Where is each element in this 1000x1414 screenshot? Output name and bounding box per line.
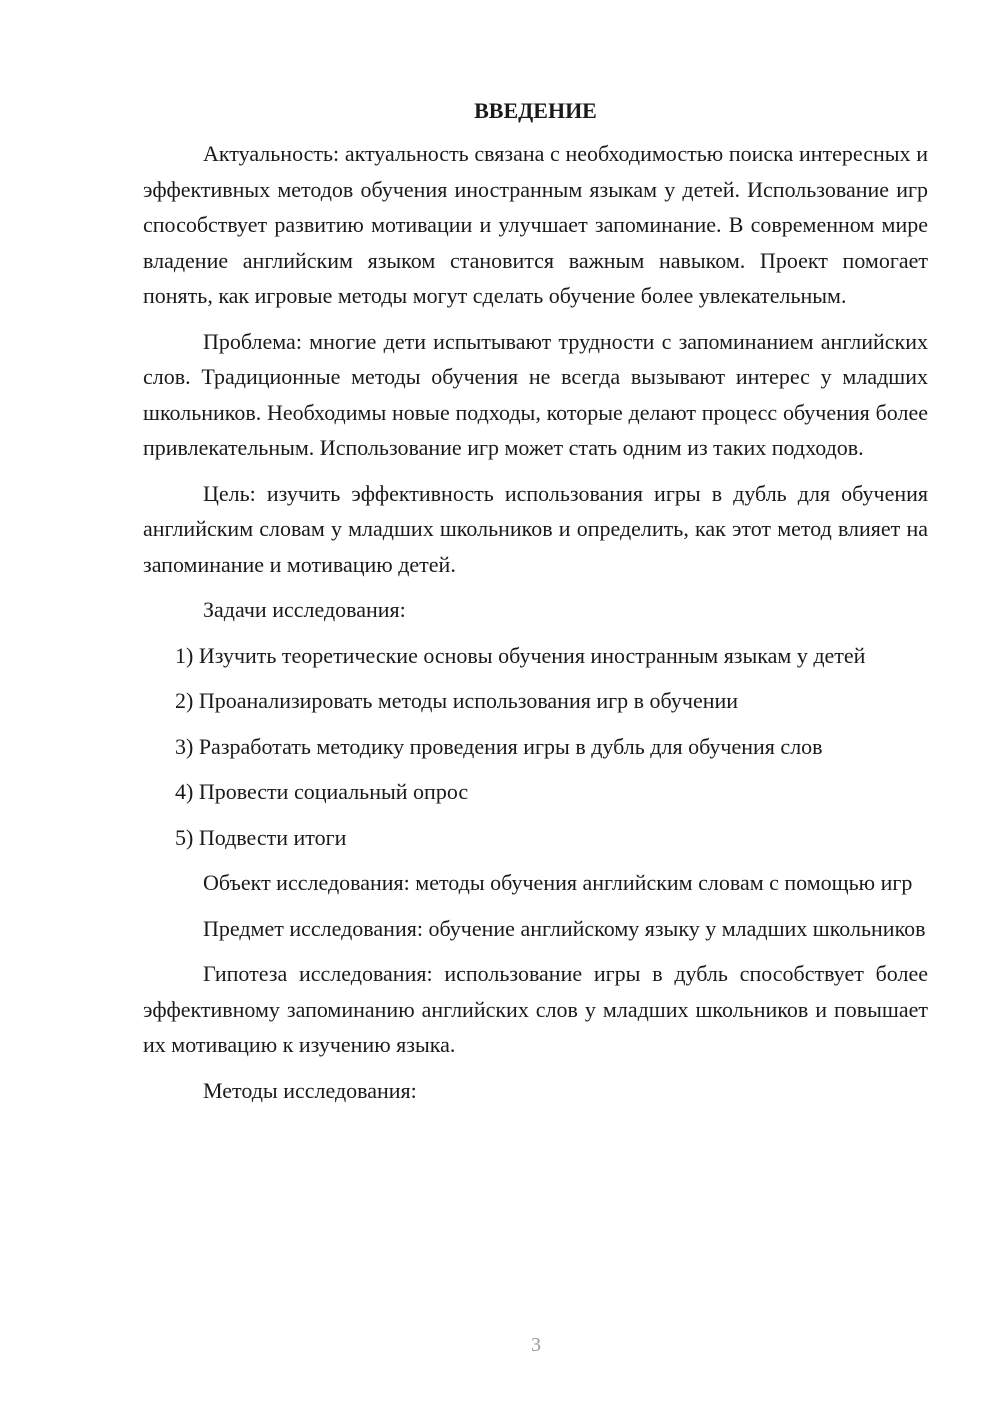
problem-paragraph: Проблема: многие дети испытывают трудности с запоминанием английских слов. Традиционные методы обучения не всегда вызывают интерес у младших школьников. Необходимы новые подходы, которые делают процесс обучения более привлекательным. Использование игр может стать одним из таких подходов.: [143, 328, 928, 460]
methods-heading: Методы исследования:: [203, 1077, 417, 1103]
tasks-heading: Задачи исследования:: [203, 597, 406, 622]
subject-paragraph: Предмет исследования: обучение английскому языку у младших школьников: [203, 915, 926, 941]
goal-paragraph: Цель: изучить эффективность использования игры в дубль для обучения английским словам у младших школьников и определить, как этот метод влияет на запоминание и мотивацию детей.: [143, 480, 928, 577]
tasks-list: [143, 638, 928, 856]
hypothesis-paragraph: Гипотеза исследования: использование игры в дубль способствует более эффективному запоминанию английских слов у младших школьников и повышает их мотивацию к изучению языка.: [143, 961, 928, 1057]
page-number: 3: [531, 1334, 541, 1356]
relevance-paragraph: Актуальность: актуальность связана с необходимостью поиска интересных и эффективных методов обучения иностранным языкам у детей. Использование игр способствует развитию мотивации и улучшает запоминание. В современном мире владение английским языком становится важным навыком. Проект помогает понять, как игровые методы могут сделать обучение более увлекательным.: [143, 141, 928, 308]
object-paragraph: Объект исследования: методы обучения английским словам с помощью игр: [203, 870, 913, 895]
task-item: 4) Провести социальный опрос: [175, 779, 469, 804]
document-page: [143, 96, 928, 1118]
task-item: 1) Изучить теоретические основы обучения иностранным языкам у детей: [175, 642, 866, 668]
task-item: 5) Подвести итоги: [175, 824, 347, 850]
task-item: 3) Разработать методику проведения игры в дубль для обучения слов: [175, 733, 823, 759]
task-item: 2) Проанализировать методы использования игр в обучении: [175, 688, 739, 713]
section-title: ВВЕДЕНИЕ: [474, 98, 597, 123]
